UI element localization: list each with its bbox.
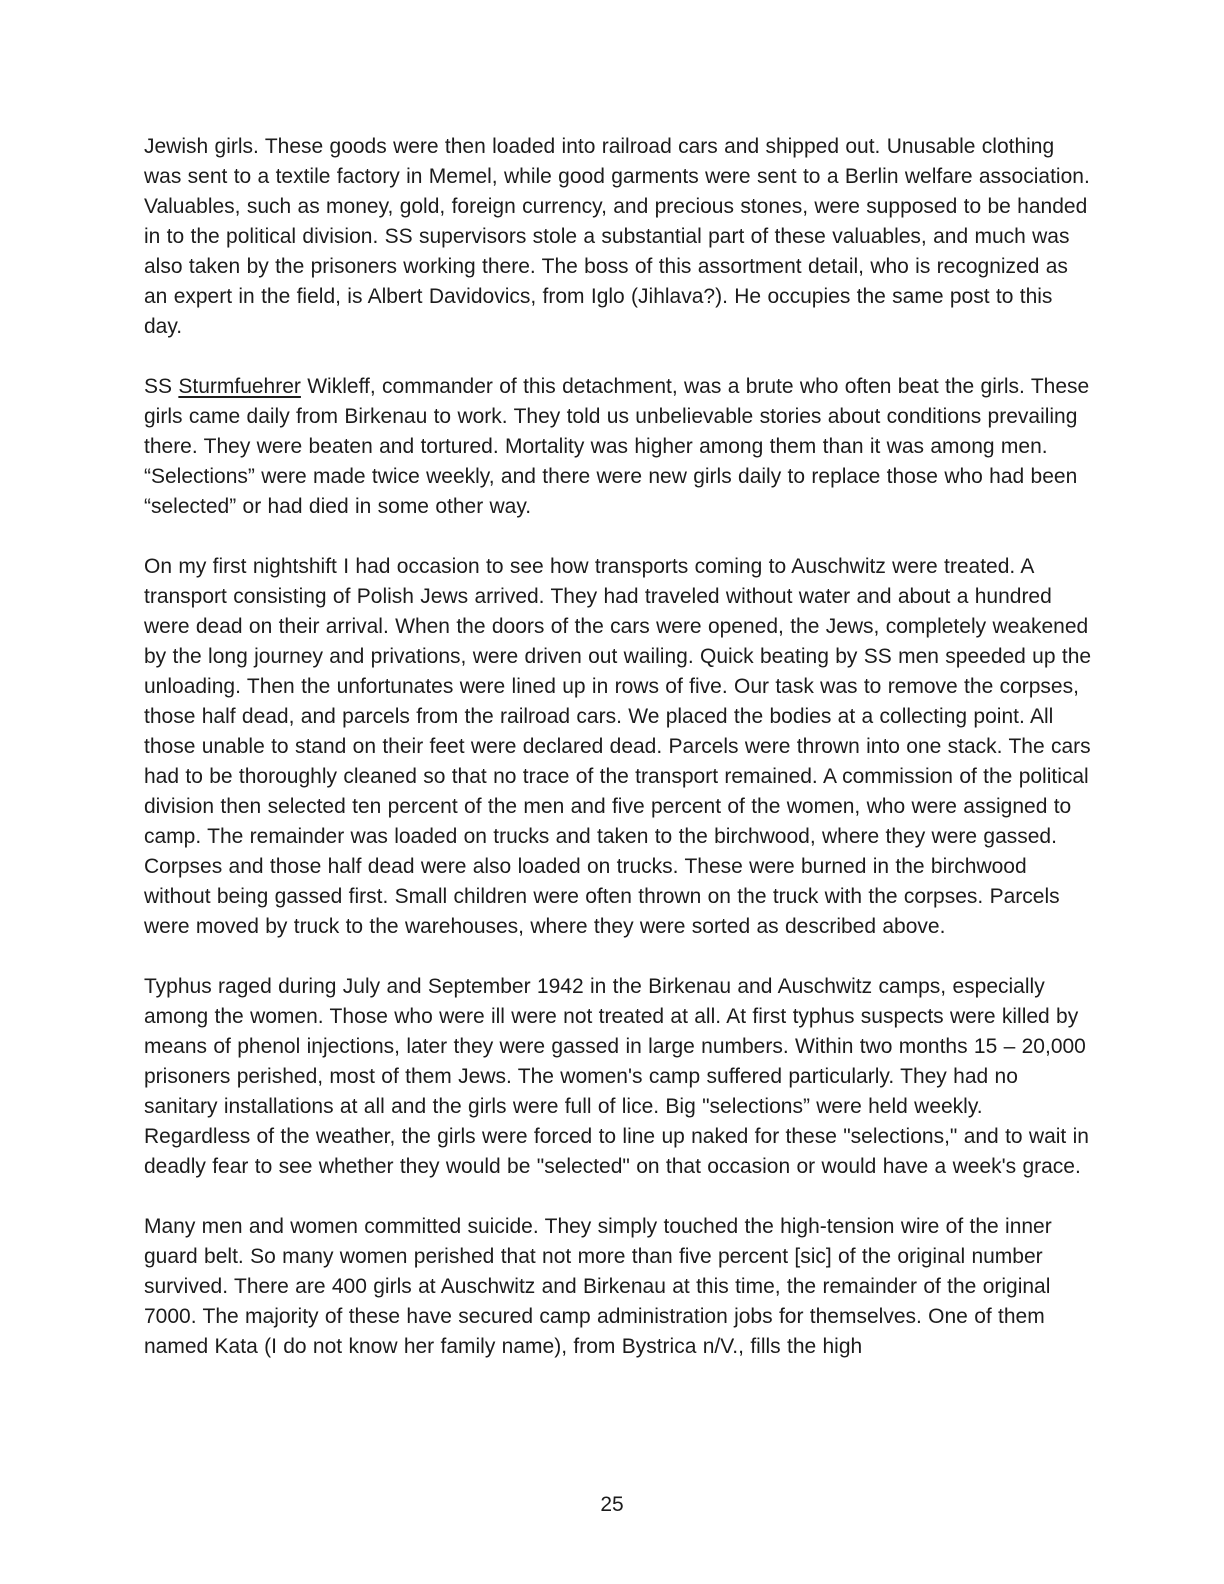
paragraph-5: Many men and women committed suicide. They simply touched the high-tension wire of the inner guard belt. So many women perished that not more than five percent [sic] of the original number survived. There are 400 girls at Auschwitz and Birkenau at this time, the remainder of the original 7000. The majority of these have secured camp administration jobs for themselves. One of them named Kata (I do not know her family name), from Bystrica n/V., fills the high [144, 1215, 1052, 1358]
paragraph-2-rest: Wikleff, commander of this detachment, was a brute who often beat the girls. These girls came daily from Birkenau to work. They told us unbelievable stories about conditions prevailing there. They were beaten and tortured. Mortality was higher among them than it was among men. “Selections” were made twice weekly, and there were new girls daily to replace those who had been “selected” or had died in some other way. [144, 375, 1090, 518]
paragraph-3: On my first nightshift I had occasion to see how transports coming to Auschwitz were treated. A transport consisting of Polish Jews arrived. They had traveled without water and about a hundred were dead on their arrival. When the doors of the cars were opened, the Jews, completely weakened by the long journey and privations, were driven out wailing. Quick beating by SS men speeded up the unloading. Then the unfortunates were lined up in rows of five. Our task was to remove the corpses, those half dead, and parcels from the railroad cars. We placed the bodies at a collecting point. All those unable to stand on their feet were declared dead. Parcels were thrown into one stack. The cars had to be thoroughly cleaned so that no trace of the transport remained. A commission of the political division then selected ten percent of the men and five percent of the women, who were assigned to camp. The remainder was loaded on trucks and taken to the birchwood, where they were gassed. Corpses and those half dead were also loaded on trucks. These were burned in the birchwood without being gassed first. Small children were often thrown on the truck with the corpses. Parcels were moved by truck to the warehouses, where they were sorted as described above. [144, 555, 1092, 938]
page-number: 25 [600, 1493, 624, 1516]
paragraph-1: Jewish girls. These goods were then loaded into railroad cars and shipped out. Unusable clothing was sent to a textile factory in Memel, while good garments were sent to a Berlin welfare association. Valuables, such as money, gold, foreign currency, and precious stones, were supposed to be handed in to the political division. SS supervisors stole a substantial part of these valuables, and much was also taken by the prisoners working there. The boss of this assortment detail, who is recognized as an expert in the field, is Albert Davidovics, from Iglo (Jihlava?). He occupies the same post to this day. [144, 135, 1090, 338]
paragraph-2 [144, 372, 1092, 522]
paragraph-2-prefix: SS [144, 375, 179, 398]
text-block [144, 132, 1092, 1392]
paragraph-4: Typhus raged during July and September 1942 in the Birkenau and Auschwitz camps, especially among the women. Those who were ill were not treated at all. At first typhus suspects were killed by means of phenol injections, later they were gassed in large numbers. Within two months 15 – 20,000 prisoners perished, most of them Jews. The women's camp suffered particularly. They had no sanitary installations at all and the girls were full of lice. Big "selections” were held weekly. Regardless of the weather, the girls were forced to line up naked for these "selections," and to wait in deadly fear to see whether they would be "selected" on that occasion or would have a week's grace. [144, 975, 1089, 1178]
underlined-term-sturmfuehrer: Sturmfuehrer [178, 375, 301, 398]
